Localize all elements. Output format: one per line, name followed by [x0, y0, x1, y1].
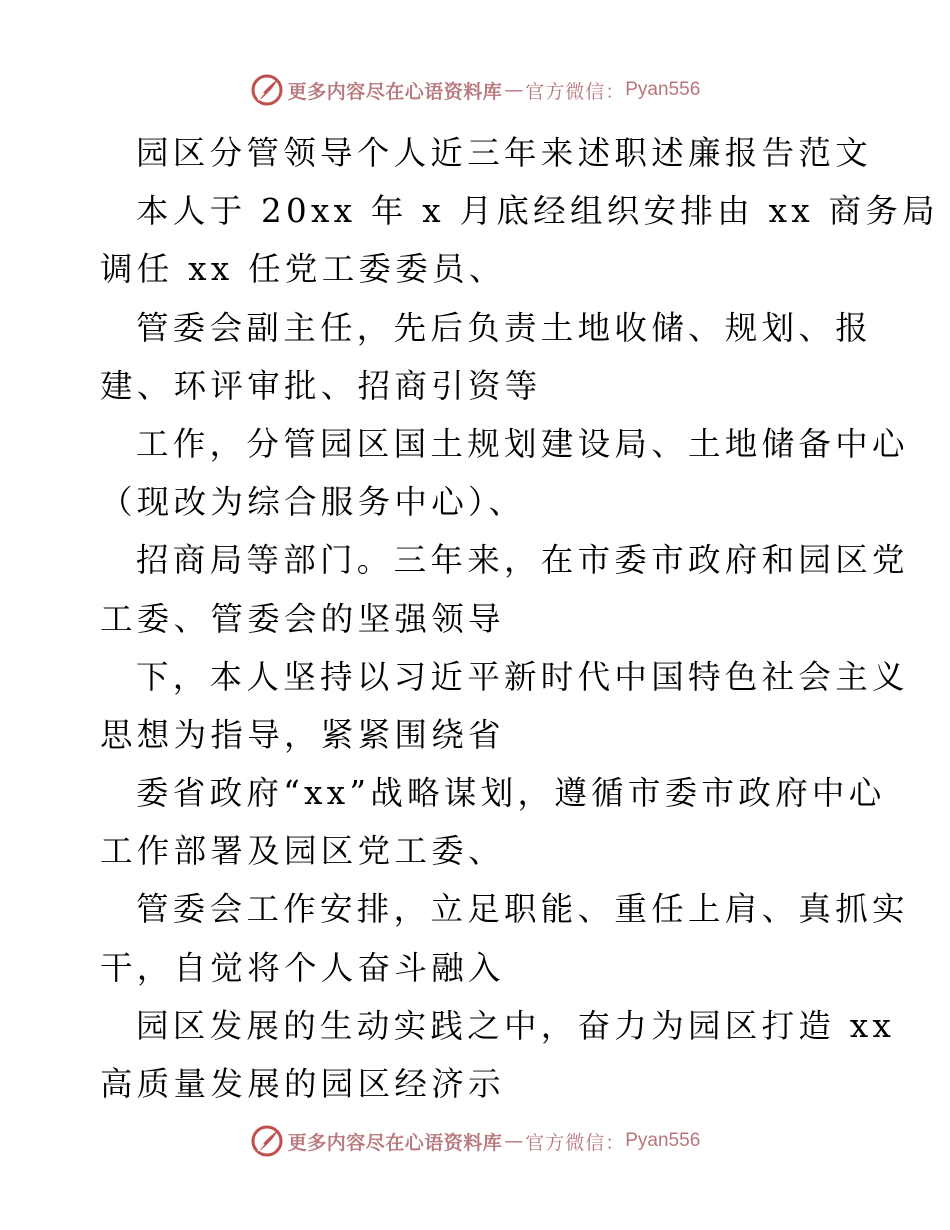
paragraph-line: 调任 xx 任党工委委员、	[100, 250, 506, 289]
paragraph-line: 园区发展的生动实践之中，奋力为园区打造 xx	[136, 1006, 896, 1045]
paragraph-line: 工作部署及园区党工委、	[100, 832, 505, 871]
paragraph-line: 本人于 20xx 年 x 月底经组织安排由 xx 商务局	[136, 192, 939, 231]
paragraph-line: 管委会工作安排，立足职能、重任上肩、真抓实	[136, 890, 909, 929]
document-body	[100, 124, 939, 1113]
watermark-main-text: 更多内容尽在心语资料库	[287, 80, 503, 103]
paragraph-line: （现改为综合服务中心）、	[100, 483, 526, 522]
paragraph-line: 思想为指导，紧紧围绕省	[100, 715, 505, 754]
paragraph-line: 工作，分管园区国土规划建设局、土地储备中心	[136, 424, 909, 463]
paragraph-line: 管委会副主任，先后负责土地收储、规划、报	[136, 308, 873, 347]
paragraph-line: 建、环评审批、招商引资等	[100, 366, 542, 405]
watermark-main-text: 更多内容尽在心语资料库	[287, 1131, 503, 1154]
paragraph-line: 招商局等部门。三年来，在市委市政府和园区党	[136, 541, 909, 580]
paragraph-line: 工委、管委会的坚强领导	[100, 599, 505, 638]
paragraph-line: 委省政府“xx”战略谋划，遵循市委市政府中心	[136, 774, 886, 813]
watermark-label: 官方微信：	[525, 1131, 626, 1154]
watermark-label: 官方微信：	[525, 80, 626, 103]
quill-logo-icon	[250, 1124, 284, 1158]
document-title: 园区分管领导个人近三年来述职述廉报告范文	[136, 134, 873, 172]
header-watermark	[0, 70, 950, 110]
footer-watermark	[0, 1121, 950, 1161]
watermark-dash: —	[504, 79, 524, 101]
watermark-wechat-id: Pyan556	[625, 1130, 701, 1151]
quill-logo-icon	[250, 73, 284, 107]
watermark-wechat-id: Pyan556	[625, 79, 701, 100]
watermark-dash: —	[504, 1130, 524, 1152]
paragraph-line: 干，自觉将个人奋斗融入	[100, 948, 505, 987]
paragraph-line: 下，本人坚持以习近平新时代中国特色社会主义	[136, 657, 909, 696]
paragraph-line: 高质量发展的园区经济示	[100, 1065, 505, 1103]
